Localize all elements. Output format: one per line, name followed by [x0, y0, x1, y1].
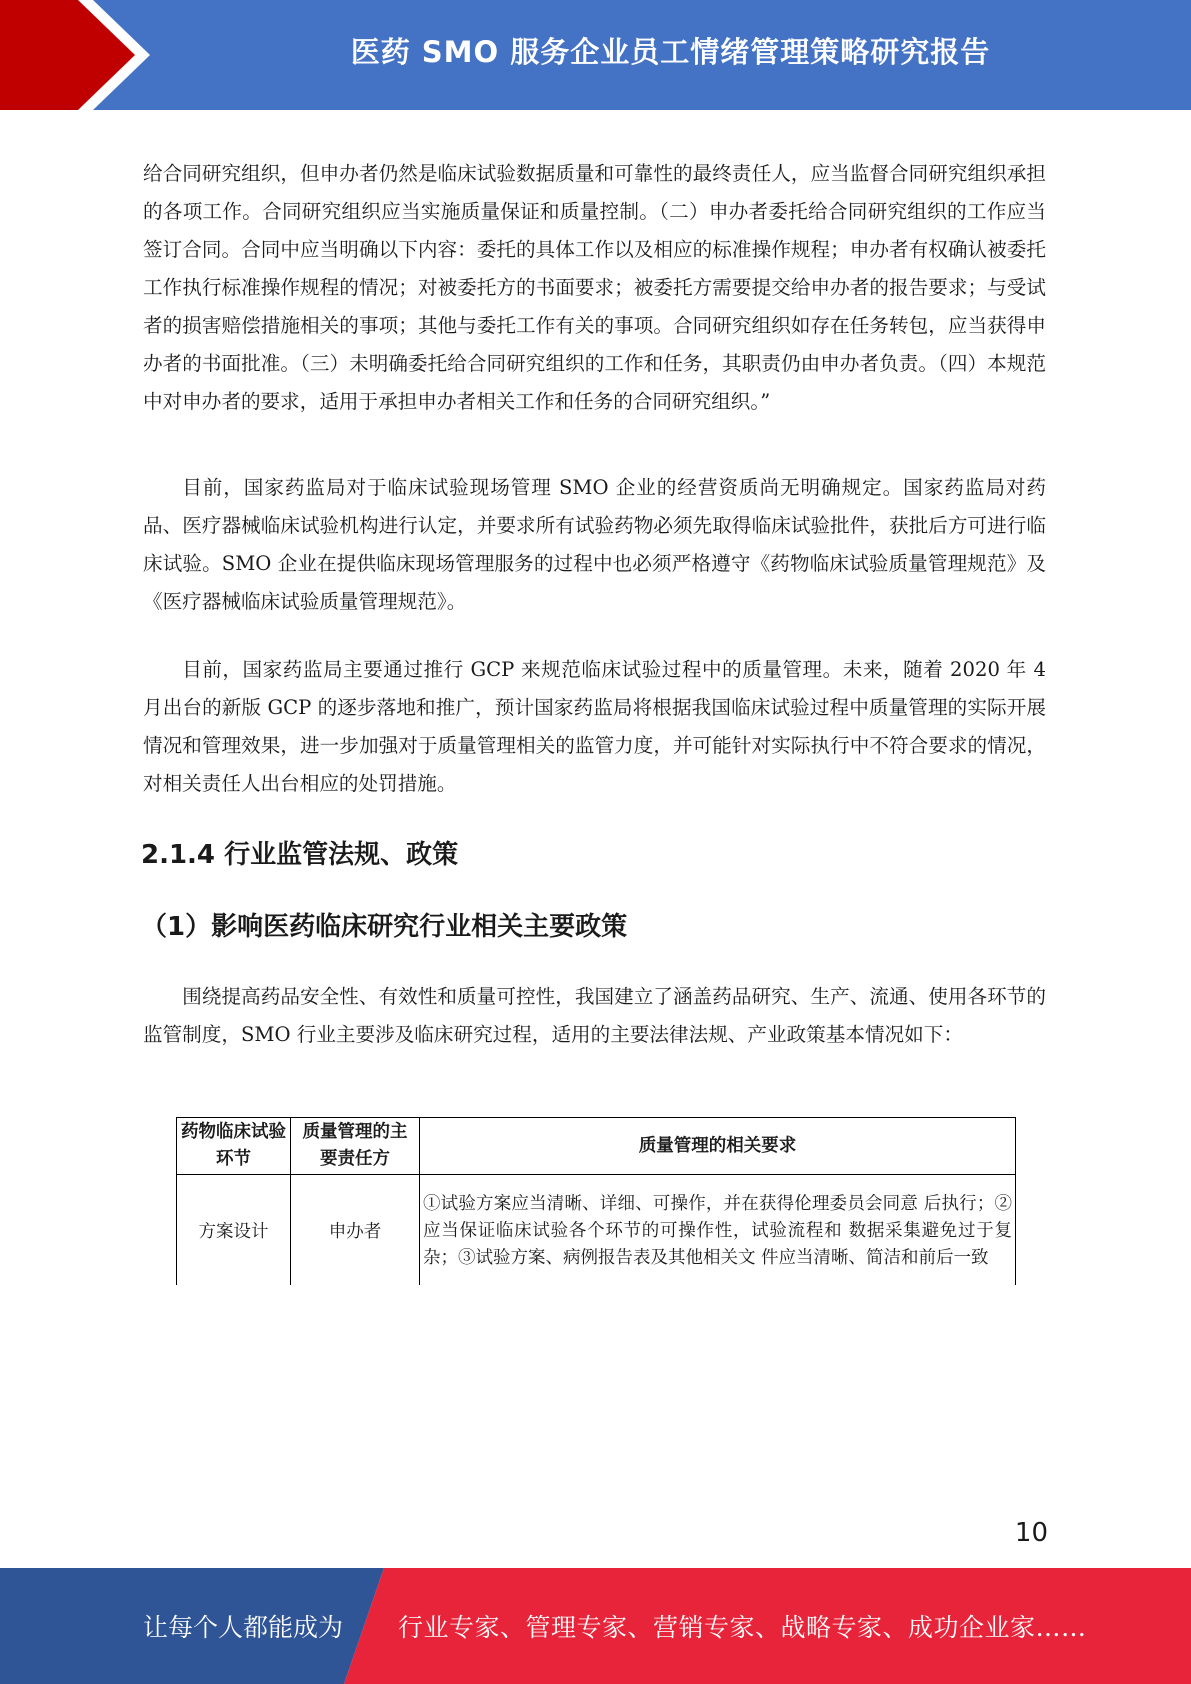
table-header-stage: 药物临床试验环节 — [177, 1118, 291, 1175]
footer-slogan-left: 让每个人都能成为 — [143, 1613, 344, 1642]
paragraph-1: 给合同研究组织，但申办者仍然是临床试验数据质量和可靠性的最终责任人，应当监督合同研究组织承担的各项工作。合同研究组织应当实施质量保证和质量控制。（二）申办者委托给合同研究组织的工作应当签订合同。合同中应当明确以下内容：委托的具体工作以及相应的标准操作规程；申办者有权确认被委托工作执行标准操作规程的情况；对被委托方的书面要求；被委托方需要提交给申办者的报告要求；与受试者的损害赔偿措施相关的事项；其他与委托工作有关的事项。合同研究组织如存在任务转包，应当获得申办者的书面批准。（三）未明确委托给合同研究组织的工作和任务，其职责仍由申办者负责。（四）本规范中对申办者的要求，适用于承担申办者相关工作和任务的合同研究组织。” — [143, 162, 1046, 413]
paragraph-2: 目前，国家药监局对于临床试验现场管理 SMO 企业的经营资质尚无明确规定。国家药监局对药品、医疗器械临床试验机构进行认定，并要求所有试验药物必须先取得临床试验批件，获批后方可进行临床试验。SMO 企业在提供临床现场管理服务的过程中也必须严格遵守《药物临床试验质量管理规范》及《医疗器械临床试验质量管理规范》。 — [143, 476, 1046, 613]
header-title: 医药 SMO 服务企业员工情绪管理策略研究报告 — [350, 34, 991, 69]
footer-slogan-right: 行业专家、管理专家、营销专家、战略专家、成功企业家…… — [398, 1613, 1087, 1642]
table-cell-stage: 方案设计 — [177, 1175, 291, 1286]
paragraph-3: 目前，国家药监局主要通过推行 GCP 来规范临床试验过程中的质量管理。未来，随着 2020 年 4 月出台的新版 GCP 的逐步落地和推广，预计国家药监局将根据我国临床试验过程中质量管理的实际开展情况和管理效果，进一步加强对于质量管理相关的监管力度，并可能针对实际执行中不符合要求的情况，对相关责任人出台相应的处罚措施。 — [143, 658, 1046, 795]
table-row — [177, 1175, 1016, 1286]
page-header — [0, 0, 1191, 110]
page-number: 10 — [1014, 1518, 1048, 1548]
quality-management-table — [176, 1117, 1016, 1285]
paragraph-3-block — [143, 651, 1046, 803]
subsection-heading-1: （1）影响医药临床研究行业相关主要政策 — [141, 912, 628, 942]
table-header-row — [177, 1118, 1016, 1175]
table-header-party: 质量管理的主要责任方 — [291, 1118, 420, 1175]
page-footer — [0, 1568, 1191, 1684]
table-header-requirement: 质量管理的相关要求 — [420, 1118, 1016, 1175]
header-arrow-decoration — [0, 0, 150, 110]
paragraph-4-block — [143, 978, 1046, 1054]
table-cell-requirement: ①试验方案应当清晰、详细、可操作，并在获得伦理委员会同意 后执行；②应当保证临床试验各个环节的可操作性，试验流程和 数据采集避免过于复杂；③试验方案、病例报告表及其他相关文 件应当清晰、简洁和前后一致 — [420, 1175, 1016, 1286]
table-cell-party: 申办者 — [291, 1175, 420, 1286]
paragraph-2-block — [143, 469, 1046, 621]
paragraph-1-block — [143, 155, 1046, 421]
paragraph-4: 围绕提高药品安全性、有效性和质量可控性，我国建立了涵盖药品研究、生产、流通、使用各环节的监管制度，SMO 行业主要涉及临床研究过程，适用的主要法律法规、产业政策基本情况如下： — [143, 985, 1046, 1046]
section-heading-2-1-4: 2.1.4 行业监管法规、政策 — [141, 840, 459, 870]
